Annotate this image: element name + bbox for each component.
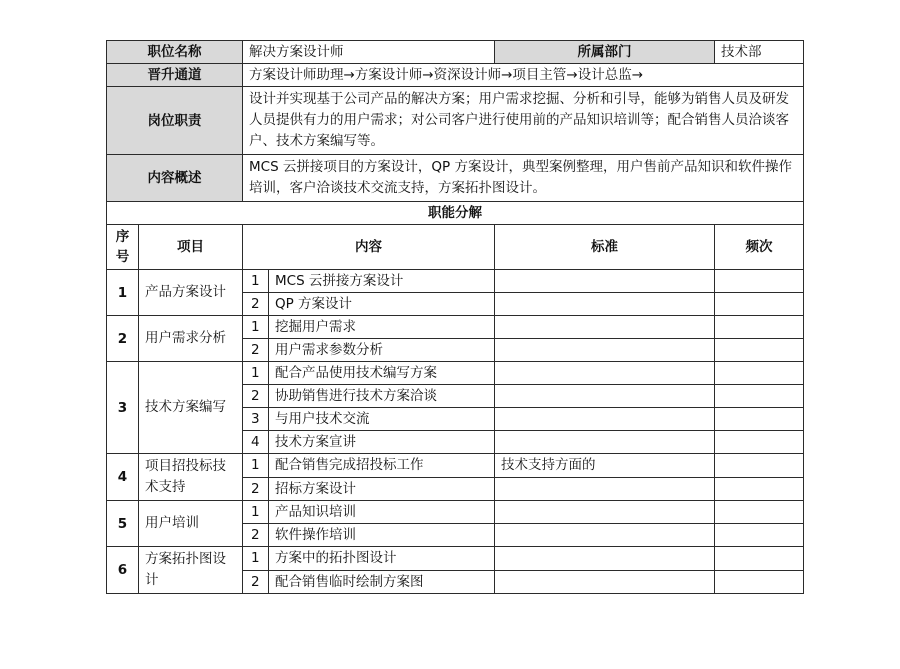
table-row xyxy=(107,316,804,339)
sub-number: 3 xyxy=(243,408,269,431)
content-cell: QP 方案设计 xyxy=(269,293,495,316)
column-header-seq: 序号 xyxy=(107,225,139,270)
standard-cell xyxy=(495,431,715,454)
content-cell: 与用户技术交流 xyxy=(269,408,495,431)
standard-cell xyxy=(495,570,715,594)
sub-number: 2 xyxy=(243,570,269,594)
content-cell: 配合销售临时绘制方案图 xyxy=(269,570,495,594)
content-cell: 方案中的拓扑图设计 xyxy=(269,547,495,571)
content-cell: 技术方案宣讲 xyxy=(269,431,495,454)
content-summary-value: MCS 云拼接项目的方案设计，QP 方案设计，典型案例整理，用户售前产品知识和软件操作培训，客户洽谈技术交流支持，方案拓扑图设计。 xyxy=(243,155,804,202)
group-number: 1 xyxy=(107,270,139,316)
group-item: 方案拓扑图设计 xyxy=(139,547,243,594)
standard-cell xyxy=(495,524,715,547)
position-name-label: 职位名称 xyxy=(107,41,243,64)
column-header-frequency: 频次 xyxy=(715,225,804,270)
job-duties-label: 岗位职责 xyxy=(107,87,243,155)
frequency-cell xyxy=(715,431,804,454)
promotion-path-value: 方案设计师助理→方案设计师→资深设计师→项目主管→设计总监→ xyxy=(243,64,804,87)
table-row xyxy=(107,547,804,571)
section-title: 职能分解 xyxy=(107,202,804,225)
table-row xyxy=(107,270,804,293)
sub-number: 1 xyxy=(243,501,269,524)
frequency-cell xyxy=(715,293,804,316)
frequency-cell xyxy=(715,385,804,408)
table-row xyxy=(107,454,804,478)
content-cell: 招标方案设计 xyxy=(269,477,495,501)
frequency-cell xyxy=(715,524,804,547)
standard-cell xyxy=(495,408,715,431)
frequency-cell xyxy=(715,408,804,431)
sub-number: 2 xyxy=(243,385,269,408)
standard-cell: 技术支持方面的 xyxy=(495,454,715,478)
sub-number: 1 xyxy=(243,362,269,385)
content-cell: 用户需求参数分析 xyxy=(269,339,495,362)
standard-cell xyxy=(495,501,715,524)
sub-number: 2 xyxy=(243,477,269,501)
standard-cell xyxy=(495,293,715,316)
group-number: 4 xyxy=(107,454,139,501)
table-row xyxy=(107,501,804,524)
sub-number: 1 xyxy=(243,454,269,478)
standard-cell xyxy=(495,270,715,293)
content-cell: 挖掘用户需求 xyxy=(269,316,495,339)
group-item: 产品方案设计 xyxy=(139,270,243,316)
sub-number: 1 xyxy=(243,270,269,293)
frequency-cell xyxy=(715,339,804,362)
standard-cell xyxy=(495,339,715,362)
group-number: 5 xyxy=(107,501,139,547)
content-cell: MCS 云拼接方案设计 xyxy=(269,270,495,293)
group-item: 用户培训 xyxy=(139,501,243,547)
group-item: 项目招投标技术支持 xyxy=(139,454,243,501)
sub-number: 1 xyxy=(243,316,269,339)
group-number: 6 xyxy=(107,547,139,594)
table-row xyxy=(107,362,804,385)
standard-cell xyxy=(495,547,715,571)
sub-number: 2 xyxy=(243,339,269,362)
column-header-content: 内容 xyxy=(243,225,495,270)
group-number: 2 xyxy=(107,316,139,362)
sub-number: 2 xyxy=(243,293,269,316)
frequency-cell xyxy=(715,454,804,478)
group-item: 用户需求分析 xyxy=(139,316,243,362)
content-cell: 配合产品使用技术编写方案 xyxy=(269,362,495,385)
content-summary-label: 内容概述 xyxy=(107,155,243,202)
frequency-cell xyxy=(715,270,804,293)
content-cell: 协助销售进行技术方案洽谈 xyxy=(269,385,495,408)
sub-number: 2 xyxy=(243,524,269,547)
group-number: 3 xyxy=(107,362,139,454)
job-duties-value: 设计并实现基于公司产品的解决方案；用户需求挖掘、分析和引导，能够为销售人员及研发人员提供有力的用户需求；对公司客户进行使用前的产品知识培训等；配合销售人员洽谈客户、技术方案编写等。 xyxy=(243,87,804,155)
frequency-cell xyxy=(715,547,804,571)
frequency-cell xyxy=(715,316,804,339)
standard-cell xyxy=(495,316,715,339)
frequency-cell xyxy=(715,477,804,501)
standard-cell xyxy=(495,477,715,501)
column-header-item: 项目 xyxy=(139,225,243,270)
content-cell: 产品知识培训 xyxy=(269,501,495,524)
department-label: 所属部门 xyxy=(495,41,715,64)
sub-number: 4 xyxy=(243,431,269,454)
standard-cell xyxy=(495,362,715,385)
column-header-standard: 标准 xyxy=(495,225,715,270)
frequency-cell xyxy=(715,362,804,385)
sub-number: 1 xyxy=(243,547,269,571)
content-cell: 配合销售完成招投标工作 xyxy=(269,454,495,478)
standard-cell xyxy=(495,385,715,408)
job-description-table xyxy=(106,40,804,594)
frequency-cell xyxy=(715,570,804,594)
department-value: 技术部 xyxy=(715,41,804,64)
group-item: 技术方案编写 xyxy=(139,362,243,454)
promotion-path-label: 晋升通道 xyxy=(107,64,243,87)
frequency-cell xyxy=(715,501,804,524)
position-name-value: 解决方案设计师 xyxy=(243,41,495,64)
content-cell: 软件操作培训 xyxy=(269,524,495,547)
